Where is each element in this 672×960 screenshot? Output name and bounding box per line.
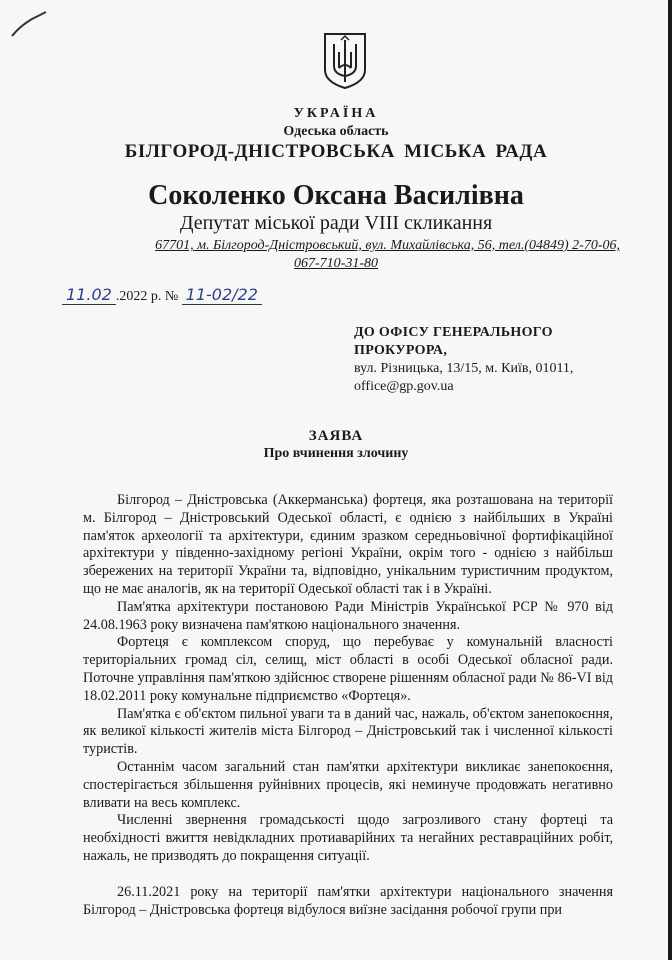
- recipient-email: office@gp.gov.ua: [354, 379, 454, 394]
- recipient-block: [354, 324, 573, 396]
- body-paragraph: Пам'ятка є об'єктом пильної уваги та в даний час, нажаль, об'єктом занепокоєння, як великої кількості жителів міста Білгород – Дністровський так і численної кількості туристів.: [83, 705, 613, 758]
- body-paragraph: 26.11.2021 року на території пам'ятки архітектури національного значення Білгород – Дністровська фортеця відбулося виїзне засідання робочої групи при: [83, 883, 613, 918]
- handwritten-number: 11-02/22: [182, 285, 262, 305]
- recipient-line1: ДО ОФІСУ ГЕНЕРАЛЬНОГО: [354, 325, 553, 340]
- address-line: 67701, м. Білгород-Дністровський, вул. Михайлівська, 56, тел.(04849) 2-70-06,: [155, 238, 620, 253]
- body-paragraph: Білгород – Дністровська (Аккерманська) фортеця, яка розташована на території м. Білгород – Дністровський Одеської області, є однією з найбільших в Україні пам'яток археології та архітектури, єдиним зразком середньовічної фортифікаційної архітектури у південно-західному регіоні України, окрім того - однією з найбільш збережених на території України та, відповідно, унікальним туристичним продуктом, що не має аналогів, як на території Одеської області так і в Україні.: [83, 492, 613, 597]
- body-paragraph: Останнім часом загальний стан пам'ятки архітектури викликає занепокоєння, спостерігається збільшення руйнівних процесів, які неминуче продовжать негативно вливати на весь комплекс.: [83, 758, 613, 811]
- recipient-line2: ПРОКУРОРА,: [354, 343, 448, 358]
- handwritten-date: 11.02: [62, 285, 116, 305]
- year-suffix: .2022 р.: [115, 289, 162, 304]
- recipient-address: вул. Різницька, 13/15, м. Київ, 01011,: [354, 361, 574, 376]
- phone-line: 067-710-31-80: [294, 256, 378, 271]
- body-paragraph: Фортеця є комплексом споруд, що перебуває у комунальній власності територіальних громад сіл, селищ, міст області в особі Одеської обласної ради. Поточне управління пам'яткою здійснює створене рішенням обласної ради № 86-VI від 18.02.2011 року комунальне підприємство «Фортеця».: [83, 634, 613, 704]
- registration-line: [62, 285, 262, 305]
- body-paragraph: Пам'ятка архітектури постановою Ради Міністрів Української РСР № 970 від 24.08.1963 року визначена пам'яткою національного значення.: [83, 598, 613, 633]
- deputy-title: Депутат міської ради VIII скликання: [179, 212, 493, 234]
- deputy-name: Соколенко Оксана Василівна: [148, 180, 524, 211]
- coat-of-arms-icon: [322, 32, 368, 90]
- pen-stroke-mark: [10, 10, 50, 40]
- oblast-heading: Одеська область: [283, 124, 389, 139]
- body-paragraph: Численні звернення громадськості щодо загрозливого стану фортеці та необхідності вжиття невідкладних протиаварійних та негайних реставраційних робіт, нажаль, не призводять до покращення ситуації.: [83, 812, 613, 864]
- document-subtitle: Про вчинення злочину: [263, 446, 409, 461]
- country-heading: УКРАЇНА: [293, 106, 379, 121]
- council-heading: БІЛГОРОД-ДНІСТРОВСЬКА МІСЬКА РАДА: [124, 141, 548, 162]
- number-label: №: [164, 289, 179, 304]
- document-title: ЗАЯВА: [308, 428, 364, 444]
- body-text: [83, 492, 613, 919]
